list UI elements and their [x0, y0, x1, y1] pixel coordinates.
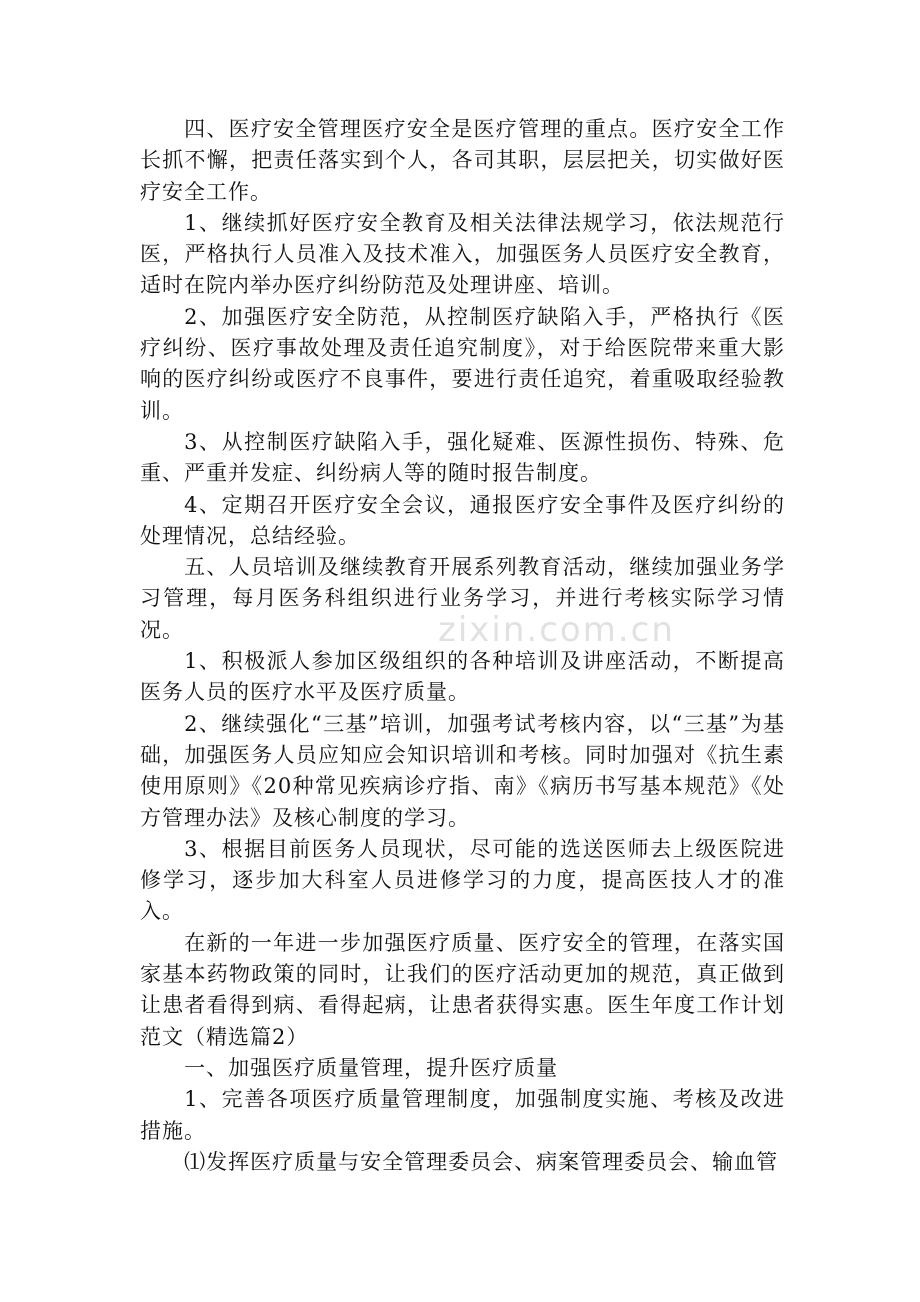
watermark: zixin.com.cn	[438, 610, 675, 650]
paragraph-section-1-heading: 一、加强医疗质量管理，提升医疗质量	[184, 1055, 559, 1080]
paragraph-conclusion: 在新的一年进一步加强医疗质量、医疗安全的管理，在落实国家基本药物政策的同时，让我们的医疗活动更加的规范，真正做到让患者看得到病、看得起病，让患者获得实惠。医生年度工作计划范文（精选篇2）	[140, 930, 785, 1049]
paragraph-5-3: 3、根据目前医务人员现状，尽可能的选送医师去上级医院进修学习，逐步加大科室人员进修学习的力度，提高医技人才的准入。	[140, 836, 785, 924]
paragraph-4-1: 1、继续抓好医疗安全教育及相关法律法规学习，依法规范行医，严格执行人员准入及技术准入，加强医务人员医疗安全教育，适时在院内举办医疗纠纷防范及处理讲座、培训。	[140, 210, 785, 298]
paragraph-section-5-intro: 五、人员培训及继续教育开展系列教育活动，继续加强业务学习管理，每月医务科组织进行业务学习，并进行考核实际学习情况。	[140, 555, 785, 642]
paragraph-4-2: 2、加强医疗安全防范，从控制医疗缺陷入手，严格执行《医疗纠纷、医疗事故处理及责任追究制度》，对于给医院带来重大影响的医疗纠纷或医疗不良事件，要进行责任追究，着重吸取经验教训。	[140, 304, 785, 423]
paragraph-1-1-sub-1: ⑴发挥医疗质量与安全管理委员会、病案管理委员会、输血管	[184, 1149, 779, 1174]
paragraph-5-2: 2、继续强化“三基”培训，加强考试考核内容，以“三基”为基础，加强医务人员应知应会知识培训和考核。同时加强对《抗生素使用原则》《20种常见疾病诊疗指、南》《病历书写基本规范》《处方管理办法》及核心制度的学习。	[140, 711, 785, 830]
paragraph-4-4: 4、定期召开医疗安全会议，通报医疗安全事件及医疗纠纷的处理情况，总结经验。	[140, 492, 785, 548]
paragraph-1-1: 1、完善各项医疗质量管理制度，加强制度实施、考核及改进措施。	[140, 1087, 785, 1143]
paragraph-section-4-intro: 四、医疗安全管理医疗安全是医疗管理的重点。医疗安全工作长抓不懈，把责任落实到个人，各司其职，层层把关，切实做好医疗安全工作。	[140, 117, 785, 204]
paragraph-4-3: 3、从控制医疗缺陷入手，强化疑难、医源性损伤、特殊、危重、严重并发症、纠纷病人等的随时报告制度。	[140, 429, 785, 486]
paragraph-5-1: 1、积极派人参加区级组织的各种培训及讲座活动，不断提高医务人员的医疗水平及医疗质量。	[140, 649, 785, 705]
